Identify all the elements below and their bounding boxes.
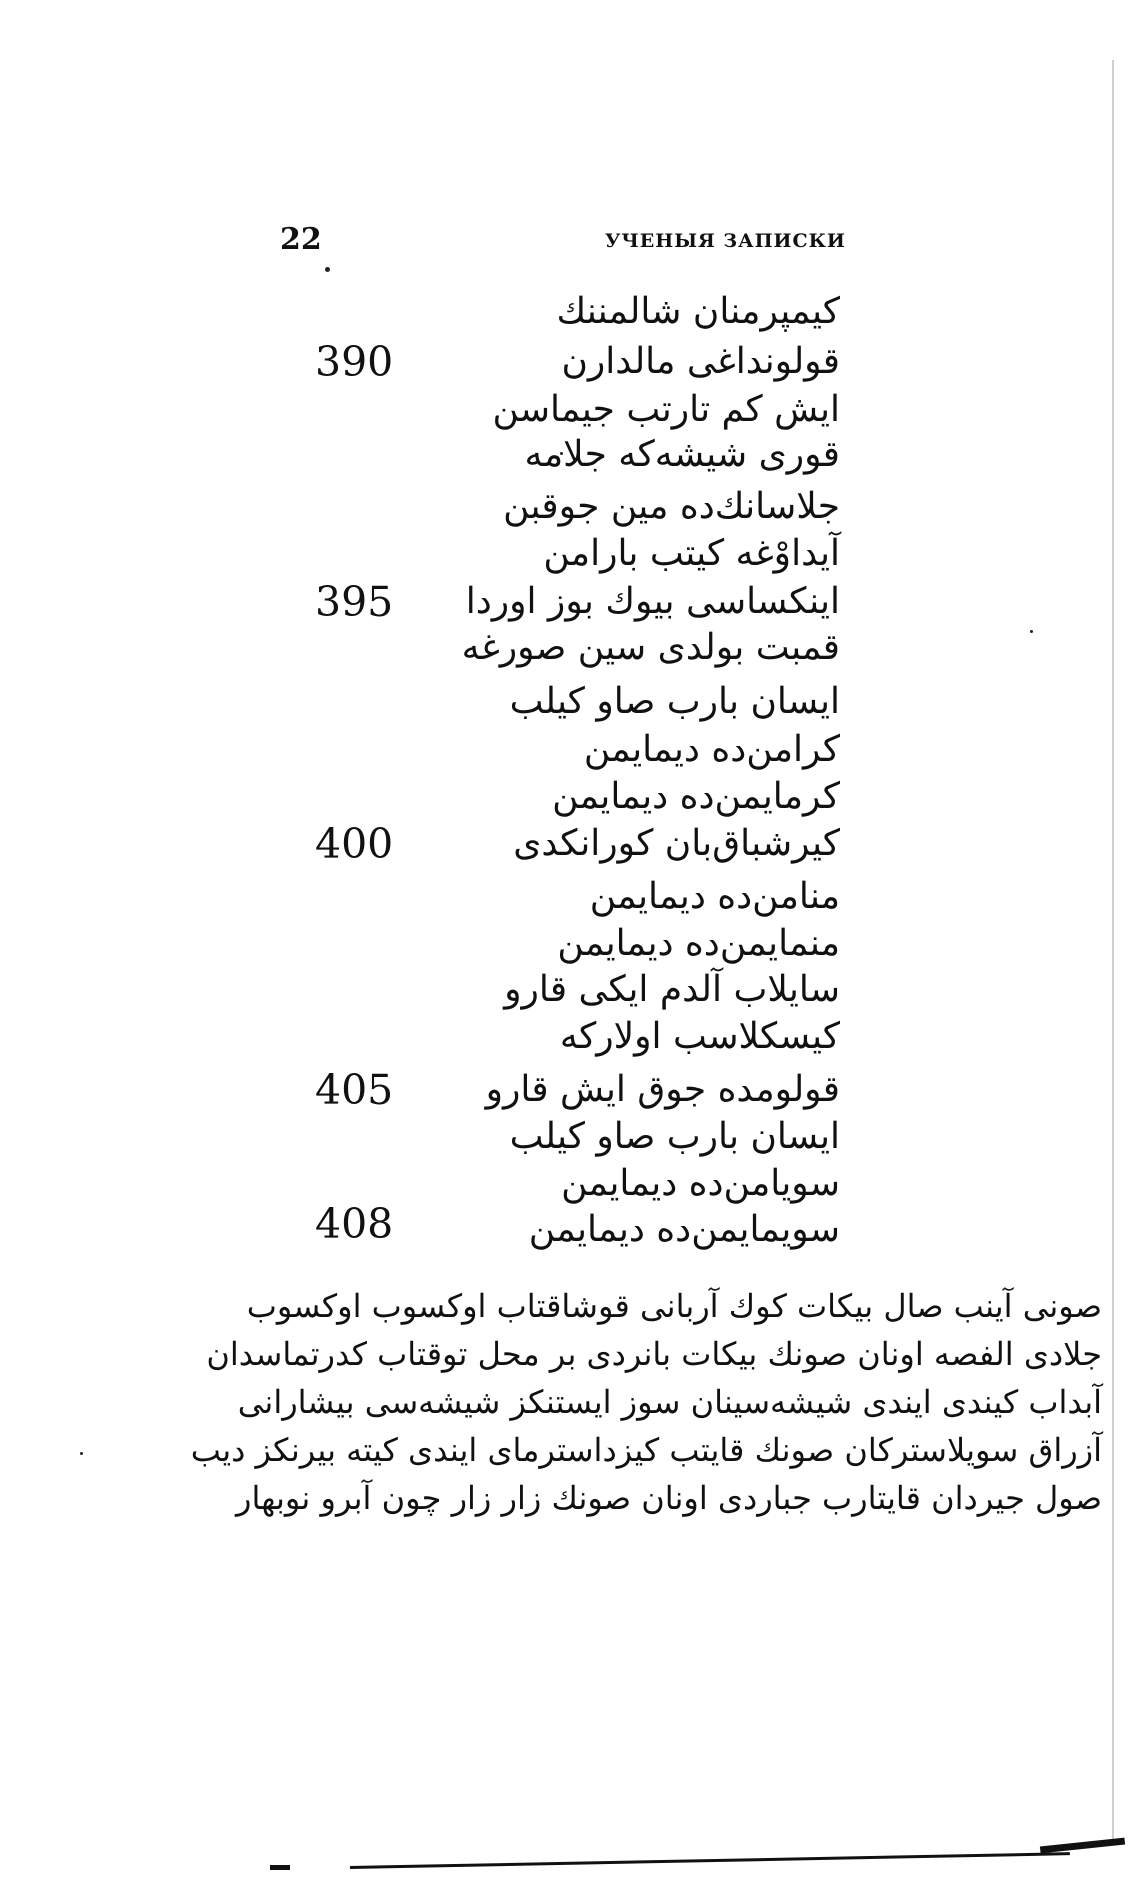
ink-speck bbox=[1030, 630, 1033, 633]
line-number: 400 bbox=[315, 820, 394, 868]
poem-line: آیداوْغه کیتب بارامن bbox=[543, 533, 840, 574]
poem-line: قولونداغی مالدارن bbox=[561, 341, 840, 382]
poem-line: سویمایمن‌ده دیمایمن bbox=[528, 1209, 840, 1250]
poem-line: قوری شیشه‌که جلامه bbox=[524, 434, 840, 475]
poem-line: سویامن‌ده دیمایمن bbox=[561, 1163, 840, 1204]
poem-line: ایش کم تارتب جیماسن bbox=[492, 389, 840, 430]
ink-speck bbox=[325, 267, 330, 272]
poem-line: کیسکلاسب اولارکه bbox=[559, 1016, 840, 1057]
line-number: 395 bbox=[315, 578, 394, 626]
poem-line: کیرشباق‌بان کورانکدی bbox=[513, 823, 840, 864]
poem-line: قمبت بولدی سین صورغه bbox=[461, 627, 840, 668]
page-number: 22 bbox=[280, 222, 322, 257]
ink-speck bbox=[80, 1452, 83, 1455]
poem-line: منامن‌ده دیمایمن bbox=[589, 876, 840, 917]
line-number: 405 bbox=[315, 1066, 394, 1114]
poem-line: قولومده جوق ایش قارو bbox=[485, 1069, 840, 1110]
poem-line: منمایمن‌ده دیمایمن bbox=[557, 923, 840, 964]
line-number: 408 bbox=[315, 1200, 394, 1248]
running-title: УЧЕНЫЯ ЗАПИСКИ bbox=[605, 230, 846, 252]
footer-rule-mark bbox=[270, 1865, 290, 1870]
poem-line: کیمپرمنان شالمننك bbox=[556, 291, 840, 332]
prose-line: آبداب کیندی ایندی شیشه‌سینان سوز ایستنکز شیشه‌سی بیشارانی bbox=[237, 1383, 1102, 1421]
poem-line: سایلاب آلدم ایکی قارو bbox=[504, 969, 840, 1010]
poem-line: کرامن‌ده دیمایمن bbox=[583, 729, 840, 770]
prose-line: صول جیردان قایتارب جباردی اونان صونك زار زار چون آبرو نوبهار bbox=[236, 1479, 1102, 1517]
prose-line: آزراق سویلاسترکان صونك قایتب کیزداسترمای ایندی کیته بیرنکز دیب bbox=[190, 1431, 1102, 1469]
prose-line: صونی آینب صال بیکات کوك آربانی قوشاقتاب اوکسوب اوکسوب bbox=[246, 1287, 1102, 1325]
poem-line: ایسان بارب صاو کیلب bbox=[509, 1116, 840, 1157]
poem-line: جلاسانك‌ده مین جوقبن bbox=[503, 486, 840, 527]
page-header bbox=[0, 222, 1140, 262]
poem-line: کرمایمن‌ده دیمایمن bbox=[552, 776, 840, 817]
line-number: 390 bbox=[315, 338, 394, 386]
footer-rule bbox=[350, 1852, 1070, 1869]
footer-rule-end bbox=[1040, 1838, 1125, 1854]
poem-line: ایسان بارب صاو کیلب bbox=[509, 681, 840, 722]
poem-line: اینکساسی بیوك بوز اوردا bbox=[465, 581, 840, 622]
prose-line: جلادی الفصه اونان صونك بیکات بانردی بر محل توقتاب کدرتماسدان bbox=[206, 1335, 1102, 1373]
page-edge bbox=[1112, 60, 1114, 1840]
